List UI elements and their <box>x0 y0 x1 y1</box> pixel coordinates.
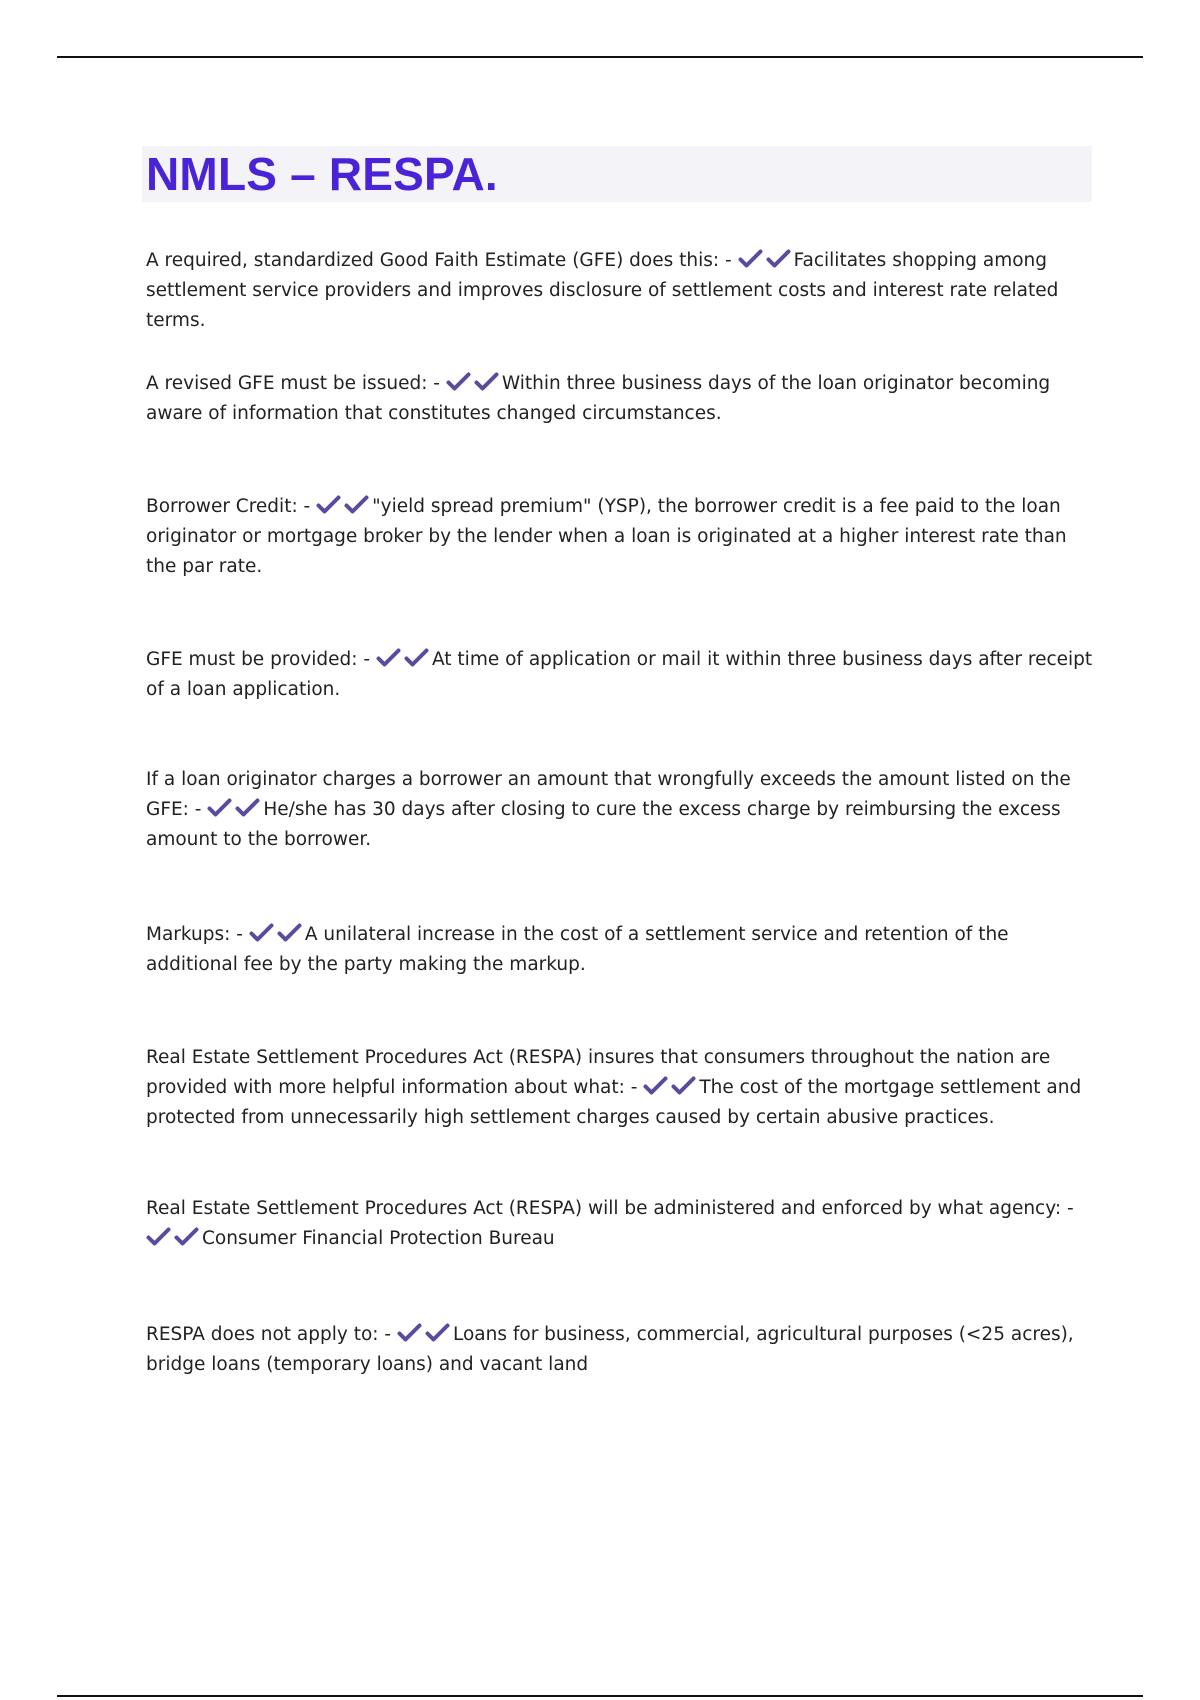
answer-text: "yield spread premium" (YSP), the borrower credit is a fee paid to the loan originator or mortgage broker by the lender when a loan is originated at a higher interest rate than the par rate. <box>146 496 1067 577</box>
question-text: RESPA does not apply to: - <box>146 1324 392 1345</box>
answer-text: Within three business days of the loan originator becoming aware of information that constitutes changed circumstances. <box>146 373 1051 424</box>
qa-item <box>146 1043 1096 1133</box>
check-icon <box>277 923 302 943</box>
check-icon <box>344 495 369 515</box>
check-icon <box>174 1227 199 1247</box>
check-icon <box>397 1323 422 1343</box>
answer-text: The cost of the mortgage settlement and protected from unnecessarily high settlement charges caused by certain abusive practices. <box>146 1077 1082 1128</box>
check-icon <box>376 648 401 668</box>
check-icon <box>316 495 341 515</box>
answer-text: Loans for business, commercial, agricultural purposes (<25 acres), bridge loans (temporary loans) and vacant land <box>146 1324 1074 1375</box>
qa-item <box>146 369 1096 429</box>
check-icon <box>474 372 499 392</box>
check-icon <box>146 1227 171 1247</box>
page-title: NMLS – RESPA. <box>146 148 498 200</box>
check-icon <box>446 372 471 392</box>
qa-item <box>146 765 1096 855</box>
question-text: Borrower Credit: - <box>146 496 311 517</box>
qa-item <box>146 1194 1096 1254</box>
footer-rule <box>57 1695 1143 1697</box>
answer-text: Facilitates shopping among settlement service providers and improves disclosure of settlement costs and interest rate related terms. <box>146 250 1059 331</box>
check-icon <box>766 249 791 269</box>
answer-text: He/she has 30 days after closing to cure the excess charge by reimbursing the excess amount to the borrower. <box>146 799 1061 850</box>
qa-item <box>146 246 1096 336</box>
question-text: Markups: - <box>146 924 243 945</box>
answer-text: Consumer Financial Protection Bureau <box>202 1228 555 1249</box>
question-text: If a loan originator charges a borrower an amount that wrongfully exceeds the amount listed on the GFE: - <box>146 769 1071 820</box>
check-icon <box>249 923 274 943</box>
question-text: A required, standardized Good Faith Estimate (GFE) does this: - <box>146 250 732 271</box>
check-icon <box>643 1076 668 1096</box>
qa-item <box>146 1320 1096 1380</box>
qa-item <box>146 920 1096 980</box>
header-rule <box>57 56 1143 58</box>
check-icon <box>235 798 260 818</box>
question-text: A revised GFE must be issued: - <box>146 373 440 394</box>
question-text: GFE must be provided: - <box>146 649 371 670</box>
check-icon <box>738 249 763 269</box>
qa-item <box>146 645 1096 705</box>
check-icon <box>404 648 429 668</box>
qa-item <box>146 492 1096 582</box>
question-text: Real Estate Settlement Procedures Act (RESPA) insures that consumers throughout the nation are provided with more helpful information about what: - <box>146 1047 1051 1098</box>
check-icon <box>671 1076 696 1096</box>
question-text: Real Estate Settlement Procedures Act (RESPA) will be administered and enforced by what agency: - <box>146 1198 1074 1219</box>
answer-text: At time of application or mail it within three business days after receipt of a loan application. <box>146 649 1093 700</box>
check-icon <box>425 1323 450 1343</box>
check-icon <box>207 798 232 818</box>
answer-text: A unilateral increase in the cost of a settlement service and retention of the additional fee by the party making the markup. <box>146 924 1009 975</box>
